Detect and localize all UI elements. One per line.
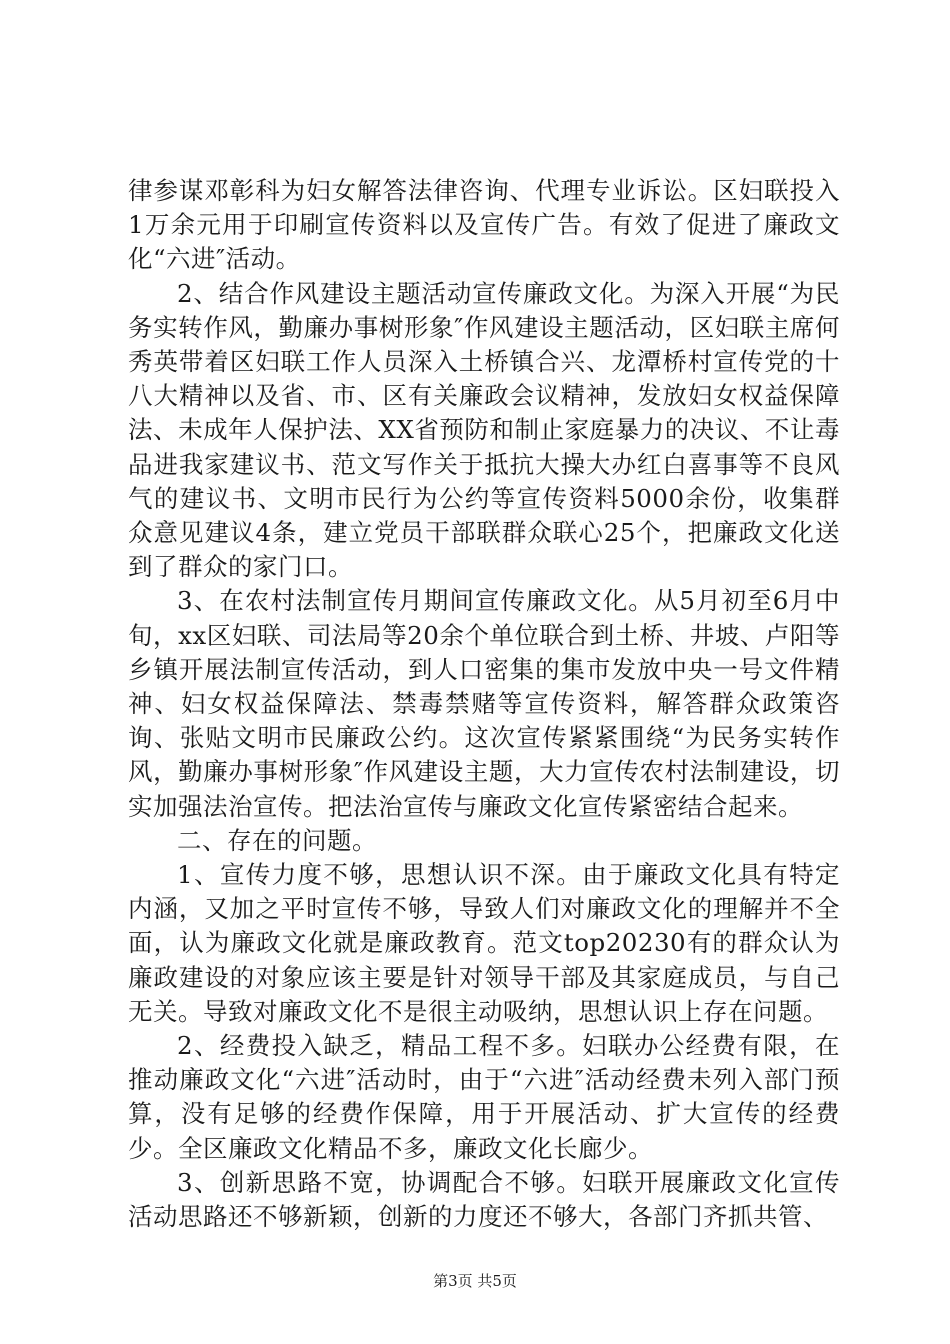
paragraph-2: 2、结合作风建设主题活动宣传廉政文化。为深入开展“为民务实转作风，勤廉办事树形象″作风建设主题活动，区妇联主席何秀英带着区妇联工作人员深入土桥镇合兴、龙潭桥村宣传党的十八大精神以及省、市、区有关廉政会议精神，发放妇女权益保障法、未成年人保护法、XX省预防和制止家庭暴力的决议、不让毒品进我家建议书、范文写作关于抵抗大操大办红白喜事等不良风气的建议书、文明市民行为公约等宣传资料5000余份，收集群众意见建议4条，建立党员干部联群众联心25个，把廉政文化送到了群众的家门口。 <box>128 278 840 582</box>
paragraph-6: 2、经费投入缺乏，精品工程不多。妇联办公经费有限，在推动廉政文化“六进″活动时，由于“六进″活动经费未列入部门预算，没有足够的经费作保障，用于开展活动、扩大宣传的经费少。全区廉政文化精品不多，廉政文化长廊少。 <box>128 1031 840 1163</box>
paragraph-3: 3、在农村法制宣传月期间宣传廉政文化。从5月初至6月中旬，xx区妇联、司法局等20余个单位联合到土桥、井坡、卢阳等乡镇开展法制宣传活动，到人口密集的集市发放中央一号文件精神、妇女权益保障法、禁毒禁赌等宣传资料，解答群众政策咨询、张贴文明市民廉政公约。这次宣传紧紧围绕“为民务实转作风，勤廉办事树形象″作风建设主题，大力宣传农村法制建设，切实加强法治宣传。把法治宣传与廉政文化宣传紧密结合起来。 <box>128 586 840 821</box>
document-body <box>128 174 840 1234</box>
paragraph-7: 3、创新思路不宽，协调配合不够。妇联开展廉政文化宣传活动思路还不够新颖，创新的力度还不够大，各部门齐抓共管、 <box>128 1167 840 1232</box>
section-heading: 二、存在的问题。 <box>177 825 377 855</box>
paragraph-1: 律参谋邓彰科为妇女解答法律咨询、代理专业诉讼。区妇联投入1万余元用于印刷宣传资料以及宣传广告。有效了促进了廉政文化“六进″活动。 <box>128 176 840 274</box>
paragraph-5: 1、宣传力度不够，思想认识不深。由于廉政文化具有特定内涵，又加之平时宣传不够，导致人们对廉政文化的理解并不全面，认为廉政文化就是廉政教育。范文top20230有的群众认为廉政建设的对象应该主要是针对领导干部及其家庭成员，与自己无关。导致对廉政文化不是很主动吸纳，思想认识上存在问题。 <box>128 860 840 1026</box>
page-number-footer: 第3页 共5页 <box>433 1272 517 1290</box>
